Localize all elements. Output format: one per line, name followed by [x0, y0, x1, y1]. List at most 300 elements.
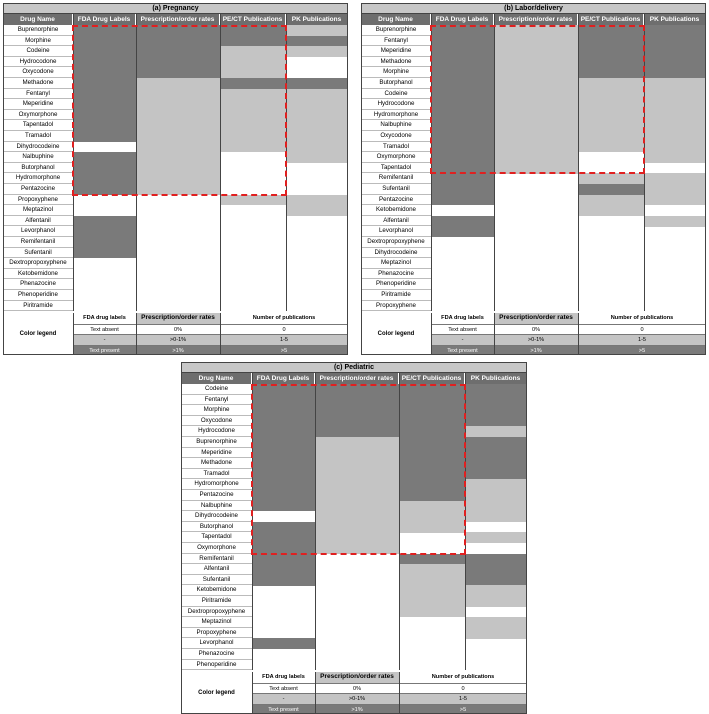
drug-name: Piritramide: [361, 290, 431, 301]
drug-name: Codeine: [3, 46, 73, 57]
heat-cell: [465, 532, 527, 543]
heat-cell: [465, 458, 527, 469]
drug-name: Buprenorphine: [181, 437, 252, 448]
legend-cell: 1-5: [399, 693, 527, 704]
heat-cell: [286, 99, 348, 110]
column-header: PK Publications: [644, 14, 706, 25]
drug-name: Dihydrocodeine: [3, 142, 73, 153]
panel-title: (b) Labor/delivery: [361, 3, 706, 14]
heat-cell: [644, 46, 706, 57]
legend-cell: 0%: [315, 683, 399, 694]
column-header: Drug Name: [361, 14, 431, 25]
heat-cell: [494, 25, 578, 36]
heat-cell: [399, 416, 465, 427]
drug-name: Tramadol: [361, 142, 431, 153]
legend-cell: Text present: [431, 345, 494, 356]
legend-header: FDA drug labels: [262, 674, 305, 681]
column-divider: [73, 14, 74, 311]
heat-cell: [399, 469, 465, 480]
heat-cell: [578, 120, 644, 131]
drug-name: Propoxyphene: [3, 195, 73, 206]
legend-divider: [136, 313, 137, 355]
heat-cell: [644, 78, 706, 89]
legend-header: Number of publications: [431, 674, 495, 681]
drug-name: Remifentanil: [181, 554, 252, 565]
heat-cell: [252, 532, 315, 543]
drug-name: Nalbuphine: [361, 120, 431, 131]
drug-name: Tapentadol: [3, 120, 73, 131]
column-divider: [399, 373, 400, 670]
heat-cell: [73, 237, 136, 248]
heat-cell: [399, 585, 465, 596]
drug-name: Remifentanil: [3, 237, 73, 248]
legend-header: Prescription/order rates: [315, 672, 399, 683]
legend-cell: 0%: [494, 324, 578, 335]
legend-cell: Text absent: [73, 324, 136, 335]
heat-cell: [252, 469, 315, 480]
heat-cell: [252, 638, 315, 649]
drug-name: Oxymorphone: [181, 543, 252, 554]
heat-cell: [494, 36, 578, 47]
heat-cell: [465, 617, 527, 628]
heat-cell: [399, 384, 465, 395]
heat-cell: [465, 585, 527, 596]
heat-cell: [220, 110, 286, 121]
drug-name: Phenazocine: [361, 269, 431, 280]
heat-cell: [286, 46, 348, 57]
heat-cell: [136, 89, 220, 100]
drug-name: Pentazocine: [181, 490, 252, 501]
legend-cell: 0: [399, 683, 527, 694]
heat-cell: [465, 490, 527, 501]
drug-name: Oxycodone: [3, 67, 73, 78]
drug-name: Levorphanol: [3, 226, 73, 237]
heat-cell: [578, 173, 644, 184]
drug-name: Hydromorphone: [181, 479, 252, 490]
heat-cell: [286, 142, 348, 153]
drug-name: Dihydrocodeine: [181, 511, 252, 522]
panel-2: [181, 362, 527, 713]
drug-name: Butorphanol: [3, 163, 73, 174]
heat-cell: [431, 78, 494, 89]
legend-cell: 1-5: [220, 334, 348, 345]
heat-cell: [286, 120, 348, 131]
heat-cell: [252, 490, 315, 501]
legend-divider: [494, 313, 495, 355]
heat-cell: [136, 163, 220, 174]
drug-name: Oxycodone: [181, 416, 252, 427]
legend-header: FDA drug labels: [83, 315, 126, 322]
legend-cell: Text present: [252, 704, 315, 714]
column-header: Prescription/order rates: [136, 14, 220, 25]
column-divider: [494, 14, 495, 311]
column-header: PK Publications: [286, 14, 348, 25]
heat-cell: [73, 216, 136, 227]
heat-cell: [465, 628, 527, 639]
legend-cell: 0%: [136, 324, 220, 335]
heat-cell: [644, 99, 706, 110]
heat-cell: [644, 195, 706, 206]
legend-cell: -: [73, 334, 136, 345]
drug-name: Butorphanol: [361, 78, 431, 89]
heat-cell: [494, 110, 578, 121]
legend-cell: >0-1%: [136, 334, 220, 345]
heat-cell: [465, 448, 527, 459]
heat-cell: [315, 416, 399, 427]
heat-cell: [315, 532, 399, 543]
heat-cell: [220, 25, 286, 36]
legend-cell: 0: [578, 324, 706, 335]
legend-cell: -: [431, 334, 494, 345]
heat-cell: [252, 575, 315, 586]
heat-cell: [73, 173, 136, 184]
drug-name: Pentazocine: [361, 195, 431, 206]
heat-cell: [315, 458, 399, 469]
heat-cell: [399, 490, 465, 501]
heat-cell: [315, 395, 399, 406]
heat-cell: [494, 120, 578, 131]
heat-cell: [136, 78, 220, 89]
drug-name: Buprenorphine: [3, 25, 73, 36]
drug-name: Buprenorphine: [361, 25, 431, 36]
column-header: Prescription/order rates: [315, 373, 399, 384]
heat-cell: [494, 152, 578, 163]
heat-cell: [644, 216, 706, 227]
heat-cell: [252, 448, 315, 459]
heat-cell: [252, 384, 315, 395]
heat-cell: [578, 67, 644, 78]
heat-cell: [220, 89, 286, 100]
heat-cell: [399, 405, 465, 416]
heat-cell: [252, 543, 315, 554]
heat-cell: [136, 36, 220, 47]
heat-cell: [644, 36, 706, 47]
heat-cell: [578, 205, 644, 216]
heat-cell: [73, 120, 136, 131]
heat-cell: [73, 226, 136, 237]
heat-cell: [494, 142, 578, 153]
heat-cell: [644, 25, 706, 36]
heat-cell: [431, 25, 494, 36]
heat-cell: [220, 120, 286, 131]
legend-cell: Text absent: [431, 324, 494, 335]
heat-cell: [399, 458, 465, 469]
drug-name: Alfentanil: [181, 564, 252, 575]
heat-cell: [578, 142, 644, 153]
heat-cell: [431, 152, 494, 163]
heat-cell: [465, 575, 527, 586]
heat-cell: [644, 152, 706, 163]
heat-cell: [494, 163, 578, 174]
column-divider: [315, 373, 316, 670]
drug-name: Phenazocine: [181, 649, 252, 660]
column-header: PE/CT Publications: [399, 373, 465, 384]
drug-name: Pentazocine: [3, 184, 73, 195]
legend-cell: >5: [220, 345, 348, 356]
drug-name: Fentanyl: [181, 395, 252, 406]
heat-cell: [136, 110, 220, 121]
heat-cell: [73, 46, 136, 57]
heat-cell: [252, 395, 315, 406]
legend-cell: >0-1%: [315, 693, 399, 704]
heat-cell: [431, 216, 494, 227]
legend-cell: >5: [399, 704, 527, 714]
drug-name: Meptazinol: [3, 205, 73, 216]
legend-key-label: Color legend: [198, 690, 235, 697]
column-divider: [181, 373, 182, 670]
legend-header: Prescription/order rates: [494, 313, 578, 324]
heat-cell: [315, 479, 399, 490]
heat-cell: [220, 57, 286, 68]
heat-cell: [252, 416, 315, 427]
heat-cell: [252, 437, 315, 448]
drug-name: Piritramide: [3, 301, 73, 312]
drug-name: Meperidine: [3, 99, 73, 110]
heat-cell: [431, 99, 494, 110]
drug-name: Sufentanil: [181, 575, 252, 586]
heat-cell: [644, 131, 706, 142]
heat-cell: [73, 25, 136, 36]
drug-name: Propoxyphene: [361, 301, 431, 312]
heat-cell: [136, 152, 220, 163]
legend-cell: -: [252, 693, 315, 704]
heat-cell: [465, 596, 527, 607]
drug-name: Phenoperidine: [3, 290, 73, 301]
drug-name: Ketobemidone: [3, 269, 73, 280]
drug-name: Remifentanil: [361, 173, 431, 184]
legend-cell: 0: [220, 324, 348, 335]
heat-cell: [136, 99, 220, 110]
drug-name: Propoxyphene: [181, 628, 252, 639]
heat-cell: [399, 511, 465, 522]
heat-cell: [644, 89, 706, 100]
drug-name: Oxymorphone: [3, 110, 73, 121]
heat-cell: [315, 448, 399, 459]
drug-name: Sufentanil: [361, 184, 431, 195]
heat-cell: [136, 120, 220, 131]
heat-cell: [644, 67, 706, 78]
heat-cell: [465, 416, 527, 427]
column-divider: [347, 14, 348, 311]
drug-name: Butorphanol: [181, 522, 252, 533]
legend-cell: Text absent: [252, 683, 315, 694]
legend-key-label: Color legend: [377, 331, 415, 338]
drug-name: Methadone: [361, 57, 431, 68]
heat-cell: [73, 99, 136, 110]
drug-name: Phenazocine: [3, 279, 73, 290]
heat-cell: [73, 78, 136, 89]
drug-name: Meptazinol: [181, 617, 252, 628]
heat-cell: [220, 99, 286, 110]
heat-cell: [286, 78, 348, 89]
drug-name: Fentanyl: [361, 36, 431, 47]
heat-cell: [465, 501, 527, 512]
heat-cell: [465, 384, 527, 395]
heat-cell: [399, 522, 465, 533]
heat-cell: [465, 469, 527, 480]
drug-name: Hydromorphone: [361, 110, 431, 121]
heat-cell: [644, 142, 706, 153]
heat-cell: [136, 184, 220, 195]
column-header: Drug Name: [3, 14, 73, 25]
heat-cell: [252, 458, 315, 469]
heat-cell: [431, 163, 494, 174]
legend-divider: [315, 672, 316, 714]
heat-cell: [136, 46, 220, 57]
legend-header: Number of publications: [252, 315, 316, 322]
drug-name: Dextropropoxyphene: [181, 607, 252, 618]
drug-name: Morphine: [3, 36, 73, 47]
drug-name: Phenoperidine: [181, 660, 252, 671]
column-divider: [252, 373, 253, 670]
heat-cell: [431, 120, 494, 131]
drug-name: Fentanyl: [3, 89, 73, 100]
heat-cell: [399, 596, 465, 607]
heat-cell: [431, 36, 494, 47]
heat-cell: [73, 152, 136, 163]
column-divider: [361, 14, 362, 311]
legend-divider: [399, 672, 400, 714]
heat-cell: [220, 36, 286, 47]
drug-name: Tramadol: [181, 469, 252, 480]
panel-title: (c) Pediatric: [181, 362, 527, 373]
heat-cell: [465, 426, 527, 437]
heat-cell: [431, 89, 494, 100]
column-divider: [136, 14, 137, 311]
heat-cell: [644, 120, 706, 131]
drug-name: Dextropropoxyphene: [361, 237, 431, 248]
heat-cell: [644, 57, 706, 68]
heat-cell: [315, 511, 399, 522]
heat-cell: [73, 110, 136, 121]
heat-cell: [286, 205, 348, 216]
heat-cell: [578, 99, 644, 110]
heat-cell: [73, 131, 136, 142]
drug-name: Hydrocodone: [3, 57, 73, 68]
legend-key-label: Color legend: [19, 331, 57, 338]
legend-cell: >1%: [315, 704, 399, 714]
column-divider: [578, 14, 579, 311]
column-header: Prescription/order rates: [494, 14, 578, 25]
legend-cell: Text present: [73, 345, 136, 356]
heat-cell: [315, 405, 399, 416]
heat-cell: [73, 36, 136, 47]
heat-cell: [315, 437, 399, 448]
heat-cell: [578, 195, 644, 206]
drug-name: Alfentanil: [3, 216, 73, 227]
drug-name: Methadone: [3, 78, 73, 89]
heat-cell: [286, 36, 348, 47]
heat-cell: [220, 46, 286, 57]
panel-title: (a) Pregnancy: [3, 3, 348, 14]
heat-cell: [252, 405, 315, 416]
panel-1: [361, 3, 706, 354]
heat-cell: [315, 384, 399, 395]
heat-cell: [315, 522, 399, 533]
heat-cell: [465, 479, 527, 490]
heat-cell: [494, 67, 578, 78]
drug-name: Piritramide: [181, 596, 252, 607]
heat-cell: [431, 46, 494, 57]
heat-cell: [399, 395, 465, 406]
drug-name: Alfentanil: [361, 216, 431, 227]
heat-cell: [252, 479, 315, 490]
drug-name: Codeine: [181, 384, 252, 395]
heat-cell: [286, 110, 348, 121]
heat-cell: [578, 89, 644, 100]
column-header: FDA Drug Labels: [252, 373, 315, 384]
heat-cell: [494, 78, 578, 89]
heat-cell: [465, 554, 527, 565]
column-divider: [465, 373, 466, 670]
column-divider: [220, 14, 221, 311]
heat-cell: [578, 184, 644, 195]
drug-name: Tapentadol: [361, 163, 431, 174]
drug-name: Dextropropoxyphene: [3, 258, 73, 269]
heat-cell: [431, 110, 494, 121]
drug-name: Dihydrocodeine: [361, 248, 431, 259]
drug-name: Oxycodone: [361, 131, 431, 142]
heat-cell: [399, 564, 465, 575]
heat-cell: [286, 195, 348, 206]
drug-name: Oxymorphone: [361, 152, 431, 163]
heat-cell: [73, 248, 136, 259]
heat-cell: [315, 426, 399, 437]
heat-cell: [644, 184, 706, 195]
heat-cell: [494, 46, 578, 57]
heat-cell: [73, 89, 136, 100]
heat-cell: [578, 57, 644, 68]
heat-cell: [494, 131, 578, 142]
drug-name: Codeine: [361, 89, 431, 100]
legend-divider: [578, 313, 579, 355]
heat-cell: [431, 195, 494, 206]
heat-cell: [399, 607, 465, 618]
drug-name: Nalbuphine: [3, 152, 73, 163]
heat-cell: [220, 67, 286, 78]
column-header: FDA Drug Labels: [73, 14, 136, 25]
heat-cell: [431, 67, 494, 78]
drug-name: Nalbuphine: [181, 501, 252, 512]
heat-cell: [315, 501, 399, 512]
drug-name: Tramadol: [3, 131, 73, 142]
heat-cell: [644, 173, 706, 184]
heat-cell: [431, 184, 494, 195]
heat-cell: [465, 511, 527, 522]
drug-name: Sufentanil: [3, 248, 73, 259]
drug-name: Meperidine: [361, 46, 431, 57]
heat-cell: [399, 575, 465, 586]
heat-cell: [465, 437, 527, 448]
legend-cell: >0-1%: [494, 334, 578, 345]
column-divider: [705, 14, 706, 311]
heat-cell: [494, 57, 578, 68]
heat-cell: [578, 131, 644, 142]
heat-cell: [644, 110, 706, 121]
column-header: PE/CT Publications: [578, 14, 644, 25]
legend-cell: >1%: [136, 345, 220, 356]
heat-cell: [73, 184, 136, 195]
drug-name: Ketobemidone: [361, 205, 431, 216]
legend-cell: >1%: [494, 345, 578, 356]
heat-cell: [252, 554, 315, 565]
drug-name: Phenoperidine: [361, 279, 431, 290]
heat-cell: [252, 564, 315, 575]
heat-cell: [252, 501, 315, 512]
heat-cell: [494, 89, 578, 100]
legend-header: Number of publications: [610, 315, 674, 322]
heat-cell: [578, 110, 644, 121]
